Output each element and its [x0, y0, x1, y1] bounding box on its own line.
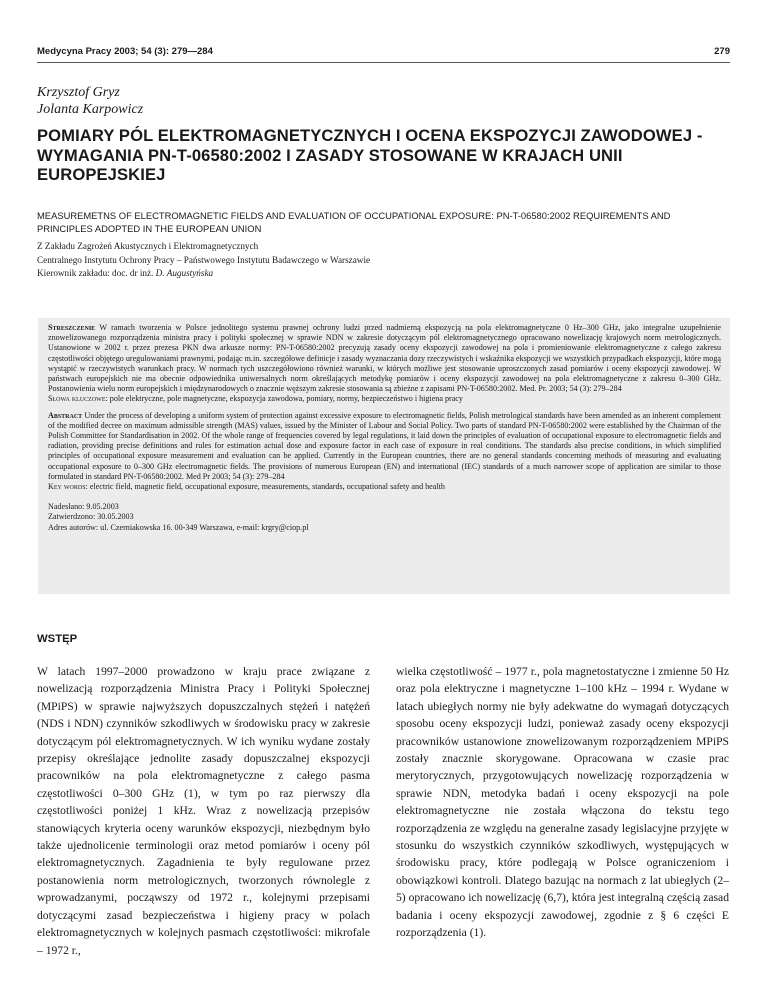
abstract-paragraph — [48, 411, 721, 482]
abstract-content — [48, 323, 721, 533]
affiliation — [37, 240, 370, 281]
author-address: Adres autorów: ul. Czerniakowska 16. 00-349 Warszawa, e-mail: krgry@ciop.pl — [48, 522, 309, 532]
slowa-label: Słowa kluczowe: — [48, 394, 108, 404]
key-words — [48, 482, 721, 492]
slowa-text: pole elektryczne, pole magnetyczne, ekspozycja zawodowa, pomiary, normy, bezpieczeństwo i higiena pracy — [109, 394, 463, 404]
affiliation-line: Centralnego Instytutu Ochrony Pracy – Państwowego Instytutu Badawczego w Warszawie — [37, 254, 371, 265]
streszczenie-paragraph — [48, 323, 721, 394]
body-paragraph: wielka częstotliwość – 1977 r., pola magnetostatyczne i zmienne 50 Hz oraz pola elektryczne i magnetyczne 1–100 kHz – 1994 r. Wydane w latach ubiegłych normy nie były adekwatne do wymagań dotyczących sposobu oceny ekspozycji ludzi, ponieważ zasady oceny ekspozycji pracowników ustanowione znowelizowanym rozporządzeniem MPiPS zostały znacznie skorygowane. Opracowana w czasie prac merytorycznych, przygotowujących nowelizację rozporządzenia w sprawie NDN, metodyka badań i oceny ekspozycji na pole elektromagnetyczne nie została włączona do tekstu tego rozporządzenia ze względu na generalne zasady legislacyjne przyjęte w stosunku do wszystkich czynników szkodliwych, występujących w środowisku pracy, które podlegają w Polsce ograniczeniom i obowiązkowi kontroli. Dlatego bazując na normach z lat ubiegłych (2–5) opracowano ich nowelizację (6,7), która jest integralną częścią zasad badania i oceny ekspozycji zawodowej, zgodnie z § 6 części E rozporządzenia (1). — [396, 665, 729, 940]
streszczenie-label: Streszczenie — [48, 323, 96, 332]
author-name: Krzysztof Gryz — [37, 85, 120, 100]
received-date: Nadesłano: 9.05.2003 — [48, 502, 119, 512]
header-divider — [37, 62, 730, 63]
keywords-text: electric field, magnetic field, occupational exposure, measurements, standards, occupational safety and health — [89, 482, 445, 492]
affiliation-head-name: D. Augustyńska — [155, 268, 214, 278]
section-heading: WSTĘP — [37, 633, 78, 645]
abstract-label: Abstract — [48, 410, 83, 420]
journal-citation: Medycyna Pracy 2003; 54 (3): 279—284 — [37, 46, 213, 57]
author-name: Jolanta Karpowicz — [37, 102, 144, 117]
affiliation-head-prefix: Kierownik zakładu: doc. dr inż. — [37, 268, 156, 278]
approved-date: Zatwierdzono: 30.05.2003 — [48, 512, 134, 522]
english-title: MEASUREMETNS OF ELECTROMAGNETIC FIELDS AND EVALUATION OF OCCUPATIONAL EXPOSURE: PN-T-06580:2002 REQUIREMENTS AND PRINCIPLES ADOPTED IN THE EUROPEAN UNION — [37, 210, 671, 234]
abstract-text: Under the process of developing a uniform system of protection against excessive exposure to electromagnetic fields, Polish metrological standards have been amended as an inherent complement of the modified decree on maximum admissible strength (MAS) values, issued by the Minister of Labour and Social Policy. Two parts of standard PN-T-06580:2002 were established by the Chairman of the Polish Committee for Standardisation in 2002. Of the whole range of frequencies covered by legal regulations, it laid down the principles of evaluation of occupational exposure to electromagnetic fields and radiation, providing precise definitions and rules for estimation actual dose and exposure factor in each case of exposure in real conditions. The standards also precise conditions, in which simplified principles of occupational exposure measurement and evaluation can be applied. Currently in the European countries, there are no general standards concerning methods of measuring and evaluating occupational exposure to 0–300 GHz electromagnetic fields. The provisions of numerous European (EN) and international (IEC) standards of a much narrower scope of application are similar to those formulated in standard PN-T-06580:2002. Med Pr 2003; 54 (3): 279–284 — [48, 410, 721, 481]
affiliation-line: Z Zakładu Zagrożeń Akustycznych i Elektromagnetycznych — [37, 241, 259, 251]
body-column-right — [396, 663, 729, 942]
submission-info — [48, 502, 721, 533]
article-title: POMIARY PÓL ELEKTROMAGNETYCZNYCH I OCENA EKSPOZYCJI ZAWODOWEJ - WYMAGANIA PN-T-06580:2002 I ZASADY STOSOWANE W KRAJACH UNII EUROPEJSKIEJ — [37, 126, 703, 184]
slowa-kluczowe — [48, 394, 721, 404]
author-list — [37, 84, 143, 118]
body-column-left — [37, 663, 370, 959]
streszczenie-text: W ramach tworzenia w Polsce jednolitego systemu prawnej ochrony ludzi przed nadmierną ekspozycją na pola elektromagnetyczne 0 Hz–300 GHz, jako integralne uzupełnienie znowelizowanego rozporządzenia ministra pracy i polityki społecznej w sprawie NDN w zakresie dotyczącym pól elektromagnetycznego opracowano nowelizację krajowych norm metrologicznych. Ustanowione w 2002 r. przez prezesa PKN dwa arkusze normy: PN-T-06580:2002 precyzują zasady oceny ekspozycji zawodowej na pola i promieniowanie elektromagnetyczne z całego zakresu częstotliwości objętego uregulowaniami prawnymi, podając m.in. szczegółowe definicje i zasady wyznaczania dozy rzeczywistych i wskaźnika ekspozycji we wszystkich przypadkach ekspozycji, które mogą wystąpić w rzeczywistych warunkach pracy. W normach tych uszczegółowiono również warunki, w których możliwe jest stosowanie uproszczonych zasad pomiarów i oceny ekspozycji zawodowej. W państwach europejskich nie ma obecnie odpowiednika uniwersalnych norm określających metodykę pomiarów i oceny ekspozycji zawodowej na pola elektromagnetyczne z zakresu 0–300 GHz. Postanowienia wielu norm europejskich i międzynarodowych o znacznie węższym zakresie stosowania są zbieżne z zapisami PN-T-06580:2002. Med. Pr. 2003; 54 (3): 279–284 — [48, 323, 721, 394]
keywords-label: Key words: — [48, 482, 88, 492]
page-number: 279 — [714, 46, 730, 57]
body-paragraph: W latach 1997–2000 prowadzono w kraju prace związane z nowelizacją rozporządzenia Ministra Pracy i Polityki Społecznej (MPiPS) w sprawie najwyższych dopuszczalnych stężeń i natężeń (NDS i NDN) czynników szkodliwych w środowisku pracy w zakresie dotyczącym pól elektromagnetycznych. W ich wyniku wydane zostały przepisy określające jednolite zasady dopuszczalnej ekspozycji pracowników na pola elektromagnetyczne z całego pasma częstotliwości 0–300 GHz (1), w tym po raz pierwszy dla częstotliwości poniżej 1 kHz. Wraz z nowelizacją przepisów stanowiących kryteria oceny warunków ekspozycji, niezbędnym było także ujednolicenie terminologii oraz metod pomiarów i oceny pól elektromagnetycznych. Zagadnienia te były regulowane przez postanowienia norm metrologicznych, tworzonych równolegle z wprowadzanymi, począwszy od 1972 r., kolejnymi przepisami dotyczącymi zasad bezpieczeństwa i higieny pracy w polach elektromagnetycznych w kolejnych pasmach częstotliwości: mikrofale – 1972 r., — [37, 665, 370, 957]
affiliation-head — [37, 267, 370, 281]
